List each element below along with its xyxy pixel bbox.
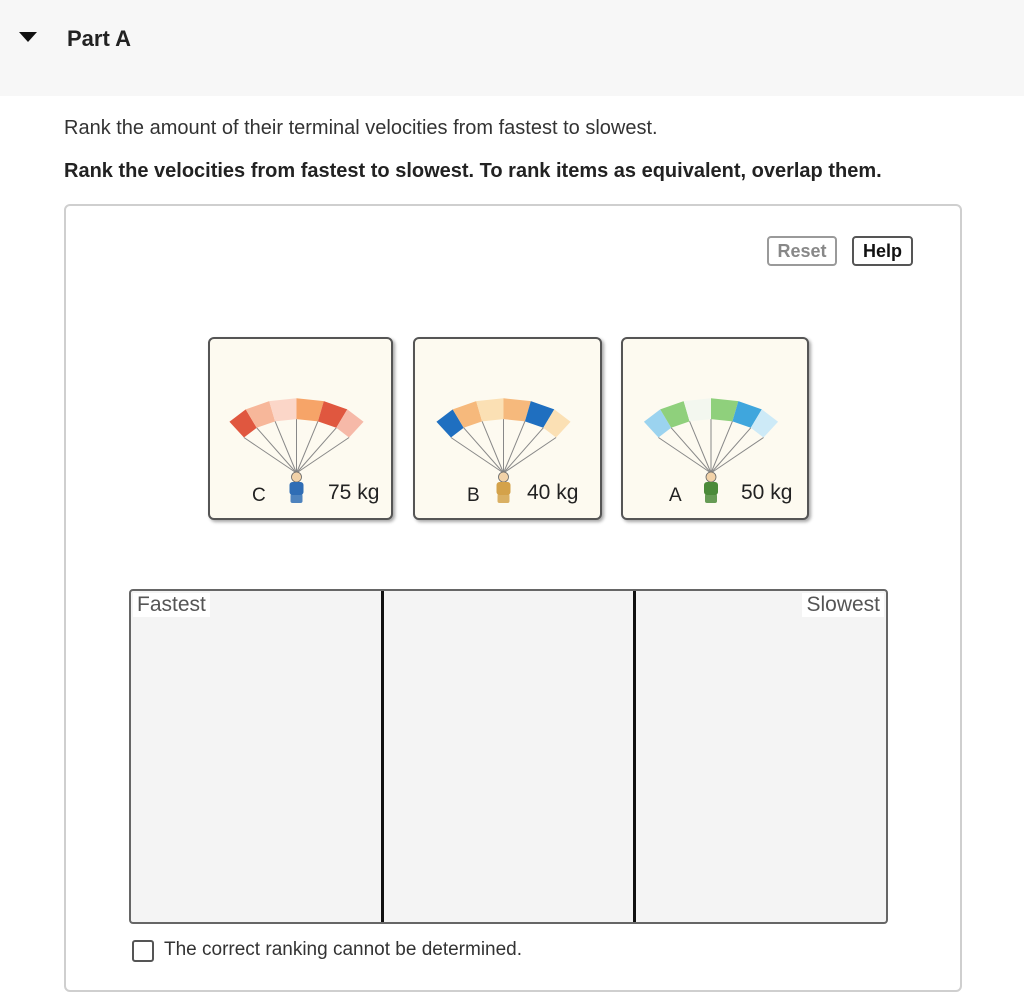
cannot-determine-label[interactable]: The correct ranking cannot be determined. — [164, 939, 523, 960]
item-letter: A — [669, 485, 682, 506]
jumper-body — [290, 482, 304, 495]
rank-slot-3[interactable] — [636, 591, 886, 922]
jumper-legs — [291, 494, 303, 503]
fastest-label: Fastest — [133, 593, 210, 617]
item-letter: B — [467, 485, 480, 506]
item-mass: 50 kg — [741, 481, 793, 504]
question-prompt: Rank the amount of their terminal velocities from fastest to slowest. — [64, 117, 658, 139]
slowest-label: Slowest — [802, 593, 884, 617]
jumper-head — [499, 472, 509, 482]
jumper-body — [704, 482, 718, 495]
part-header[interactable] — [0, 0, 1024, 96]
jumper-head — [706, 472, 716, 482]
help-button[interactable]: Help — [852, 236, 913, 266]
item-mass: 40 kg — [527, 481, 579, 504]
part-title: Part A — [67, 26, 131, 51]
jumper-head — [292, 472, 302, 482]
ranking-area — [129, 589, 888, 924]
rank-item-c[interactable] — [208, 337, 393, 520]
jumper-legs — [498, 494, 510, 503]
item-mass: 75 kg — [328, 481, 380, 504]
cannot-determine-checkbox[interactable] — [132, 940, 154, 962]
item-letter: C — [252, 485, 266, 506]
question-instruction: Rank the velocities from fastest to slowest. To rank items as equivalent, overlap them. — [64, 160, 882, 182]
rank-item-a[interactable] — [621, 337, 809, 520]
jumper-legs — [705, 494, 717, 503]
rank-slot-1[interactable] — [131, 591, 381, 922]
rank-item-b[interactable] — [413, 337, 602, 520]
rank-slot-2[interactable] — [384, 591, 633, 922]
reset-button[interactable]: Reset — [767, 236, 837, 266]
collapse-caret-icon[interactable] — [19, 32, 37, 42]
jumper-body — [497, 482, 511, 495]
